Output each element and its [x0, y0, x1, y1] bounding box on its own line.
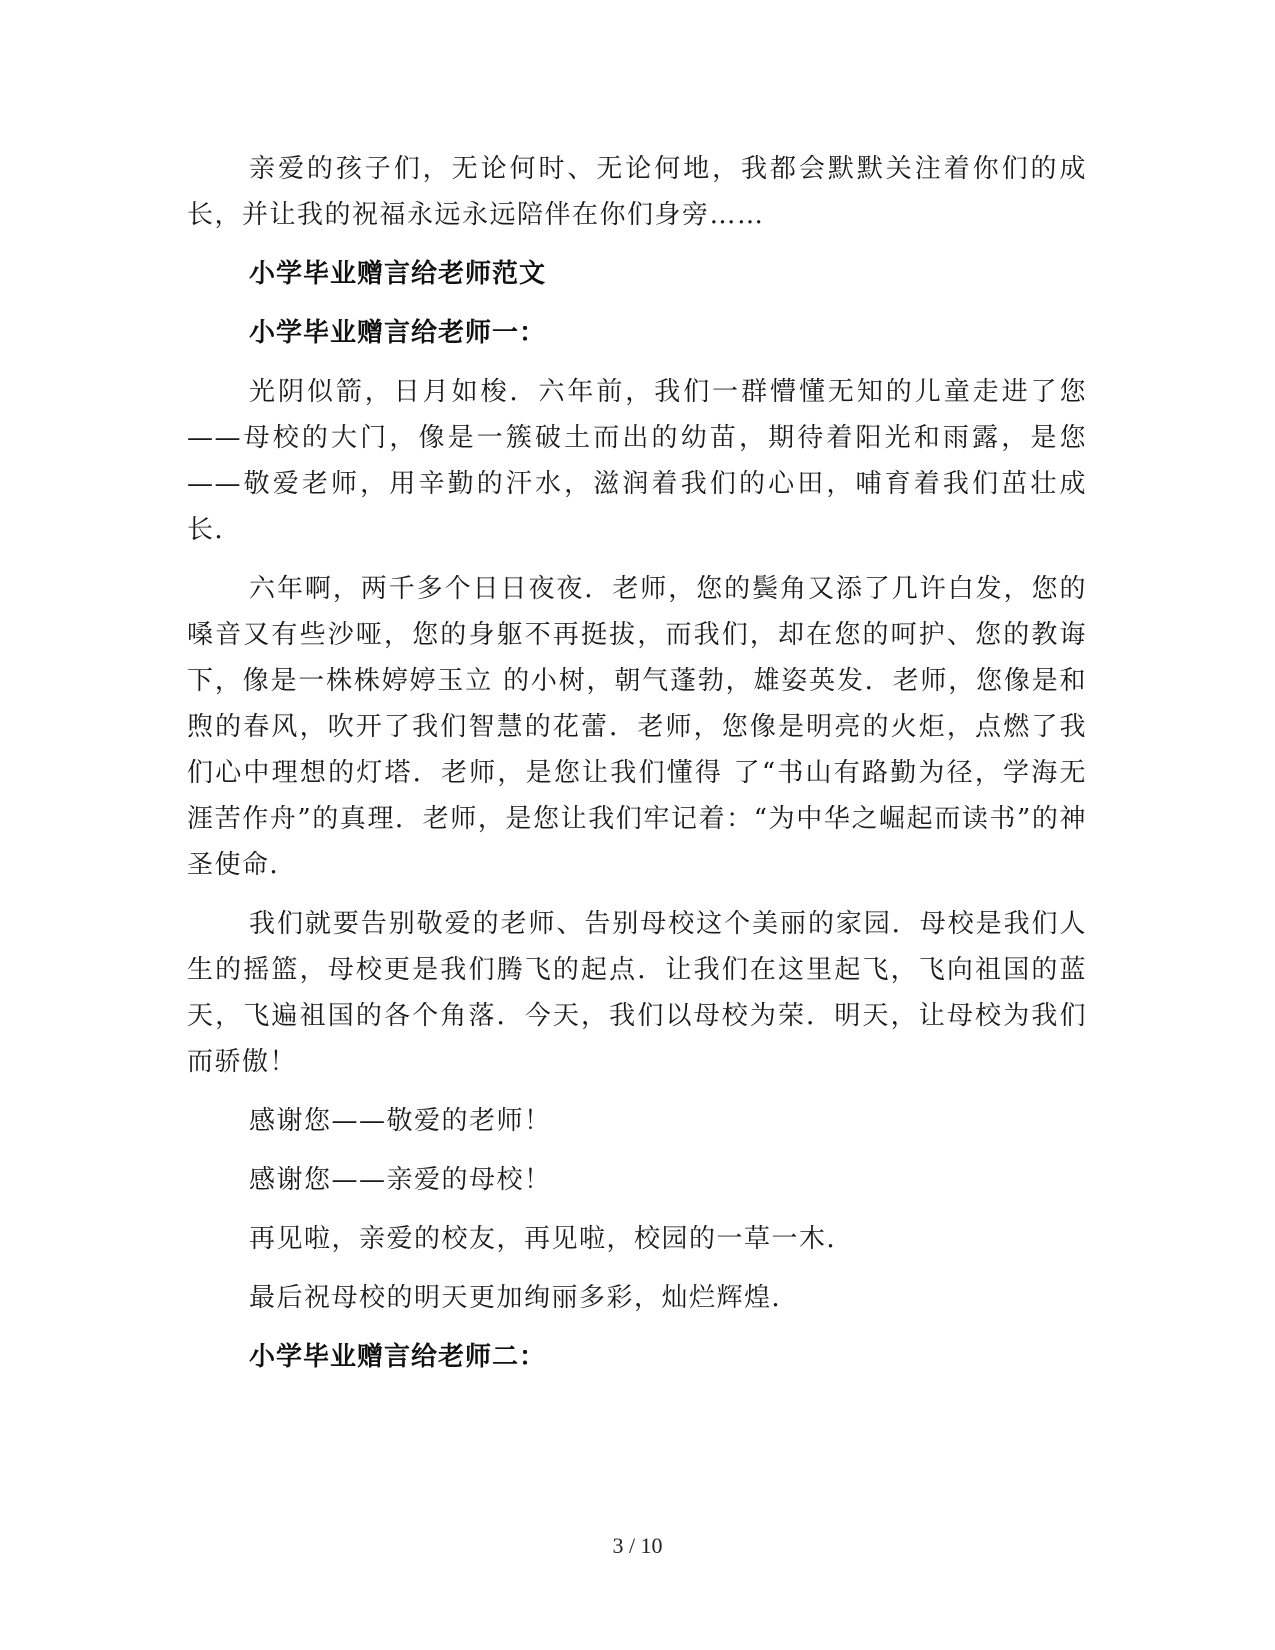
- paragraph-teacher-praise: 六年啊，两千多个日日夜夜．老师，您的鬓角又添了几许白发，您的嗓音又有些沙哑，您的身躯不再挺拔，而我们，却在您的呵护、您的教诲下，像是一株株婷婷玉立 的小树，朝气蓬勃，雄姿英发．老师，您像是和煦的春风，吹开了我们智慧的花蕾．老师，您像是明亮的火炬，点燃了我们心中理想的灯塔．老师，是您让我们懂得 了“书山有路勤为径，学海无涯苦作舟”的真理．老师，是您让我们牢记着：“为中华之崛起而读书”的神圣使命．: [187, 574, 1087, 880]
- page-number: 3 / 10: [612, 1533, 663, 1558]
- section-heading-teacher-samples: 小学毕业赠言给老师范文: [249, 259, 547, 289]
- line-goodbye: 再见啦，亲爱的校友，再见啦，校园的一草一木．: [249, 1224, 855, 1254]
- subheading-sample-two: 小学毕业赠言给老师二：: [249, 1342, 547, 1372]
- line-thank-school: 感谢您——亲爱的母校！: [249, 1165, 552, 1195]
- line-final-wish: 最后祝母校的明天更加绚丽多彩，灿烂辉煌．: [249, 1283, 800, 1313]
- paragraph-six-years-ago: 光阴似箭，日月如梭．六年前，我们一群懵懂无知的儿童走进了您——母校的大门，像是一簇破土而出的幼苗，期待着阳光和雨露，是您——敬爱老师，用辛勤的汗水，滋润着我们的心田，哺育着我们茁壮成长．: [187, 377, 1087, 545]
- paragraph-farewell-school: 我们就要告别敬爱的老师、告别母校这个美丽的家园．母校是我们人生的摇篮，母校更是我们腾飞的起点．让我们在这里起飞，飞向祖国的蓝天，飞遍祖国的各个角落．今天，我们以母校为荣．明天，让母校为我们而骄傲！: [187, 909, 1087, 1077]
- paragraph-closing-blessing: 亲爱的孩子们，无论何时、无论何地，我都会默默关注着你们的成长，并让我的祝福永远永远陪伴在你们身旁……: [187, 154, 1087, 230]
- line-thank-teacher: 感谢您——敬爱的老师！: [249, 1106, 552, 1136]
- document-body: [187, 146, 1087, 1393]
- subheading-sample-one: 小学毕业赠言给老师一：: [249, 318, 547, 348]
